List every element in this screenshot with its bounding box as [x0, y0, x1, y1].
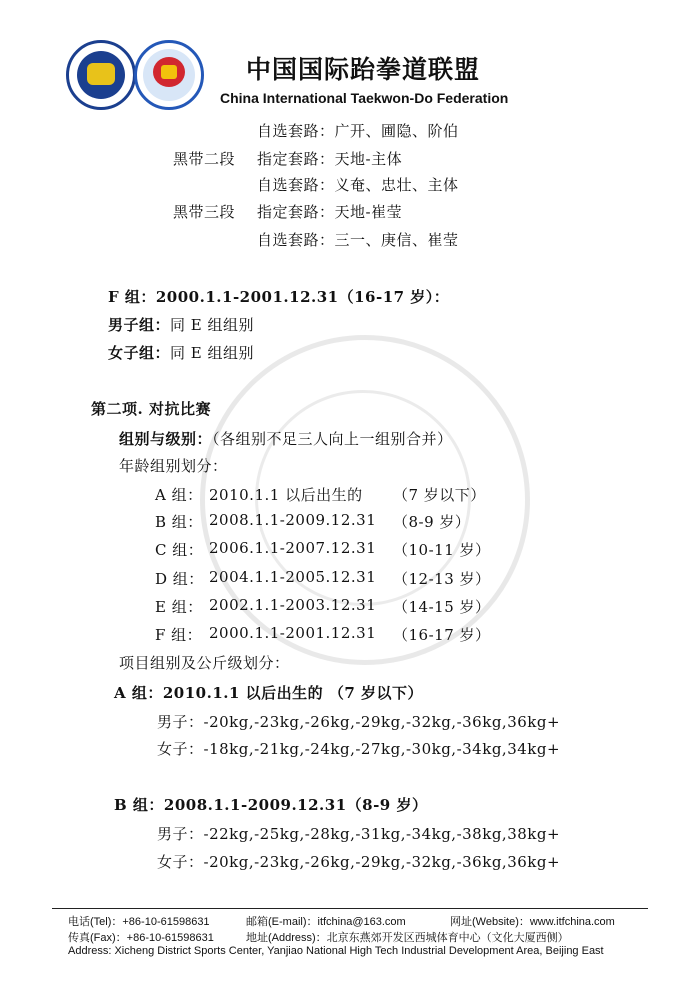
footer-divider [52, 908, 648, 909]
pattern-line: 指定套路：天地-主体 [257, 150, 403, 168]
age-group-name: D 组： [155, 570, 204, 588]
group-b-male-weights: 男子：-22kg,-25kg,-28kg,-31kg,-34kg,-38kg,38kg+ [157, 825, 561, 843]
rank-label: 黑带二段 [173, 150, 236, 168]
female-group-line [108, 342, 254, 363]
age-group-range: 2006.1.1-2007.12.31 [209, 539, 377, 557]
itf-logo [66, 40, 136, 110]
male-group-text: 同 E 组组别 [170, 316, 255, 334]
age-group-range: 2002.1.1-2003.12.31 [209, 596, 377, 614]
age-group-name: C 组： [155, 541, 204, 559]
age-group-name: F 组： [155, 626, 203, 644]
footer-tel: 电话(Tel)：+86-10-61598631 [68, 916, 210, 928]
age-group-age: （14-15 岁） [393, 598, 491, 616]
age-group-name: E 组： [155, 598, 203, 616]
footer-website: 网址(Website)：www.itfchina.com [450, 916, 615, 928]
weight-class-title: 项目组别及公斤级划分： [119, 654, 290, 672]
age-group-age: （8-9 岁） [393, 513, 471, 531]
footer-address-en: Address: Xicheng District Sports Center, Yanjiao National High Tech Industrial Development Area, Beijing East [68, 945, 604, 957]
pattern-line: 自选套路：义奄、忠壮、主体 [257, 176, 459, 194]
age-group-age: （12-13 岁） [393, 570, 491, 588]
female-group-text: 同 E 组组别 [170, 344, 255, 362]
age-group-name: B 组： [155, 513, 203, 531]
group-a-female-weights: 女子：-18kg,-21kg,-24kg,-27kg,-30kg,-34kg,34kg+ [157, 740, 561, 758]
group-b-female-weights: 女子：-20kg,-23kg,-26kg,-29kg,-32kg,-36kg,36kg+ [157, 853, 561, 871]
pattern-line: 自选套路：广开、圃隐、阶伯 [257, 122, 459, 140]
footer-email: 邮箱(E-mail)：itfchina@163.com [246, 916, 406, 928]
footer-address-cn: 地址(Address)：北京东燕郊开发区西城体育中心（文化大厦西侧） [246, 932, 569, 944]
org-name-cn: 中国国际跆拳道联盟 [246, 55, 481, 84]
group-a-title: A 组：2010.1.1 以后出生的 （7 岁以下） [114, 684, 424, 702]
groups-line [119, 428, 453, 449]
age-group-range: 2010.1.1 以后出生的 [209, 486, 363, 504]
group-b-title: B 组：2008.1.1-2009.12.31（8-9 岁） [114, 796, 428, 814]
male-group-label: 男子组： [108, 316, 171, 334]
age-group-range: 2008.1.1-2009.12.31 [209, 511, 377, 529]
rank-label: 黑带三段 [173, 203, 236, 221]
age-group-age: （16-17 岁） [393, 626, 491, 644]
age-group-range: 2004.1.1-2005.12.31 [209, 568, 377, 586]
age-group-range: 2000.1.1-2001.12.31 [209, 624, 377, 642]
age-groups-title: 年龄组别划分： [119, 457, 228, 475]
org-name-en: China International Taekwon-Do Federation [220, 90, 509, 106]
age-group-name: A 组： [155, 486, 203, 504]
age-group-age: （7 岁以下） [393, 486, 486, 504]
group-f-title: F 组：2000.1.1-2001.12.31（16-17 岁）： [108, 288, 450, 306]
footer-fax: 传真(Fax)：+86-10-61598631 [68, 932, 214, 944]
pattern-line: 指定套路：天地-崔莹 [257, 203, 403, 221]
pattern-line: 自选套路：三一、庚信、崔莹 [257, 231, 459, 249]
groups-label: 组别与级别： [119, 430, 213, 448]
group-a-male-weights: 男子：-20kg,-23kg,-26kg,-29kg,-32kg,-36kg,36kg+ [157, 713, 561, 731]
section-title: 第二项. 对抗比赛 [91, 400, 211, 418]
groups-note: （各组别不足三人向上一组别合并） [212, 430, 453, 448]
age-group-age: （10-11 岁） [393, 541, 491, 559]
china-itf-logo [134, 40, 204, 110]
female-group-label: 女子组： [108, 344, 171, 362]
male-group-line [108, 314, 254, 335]
